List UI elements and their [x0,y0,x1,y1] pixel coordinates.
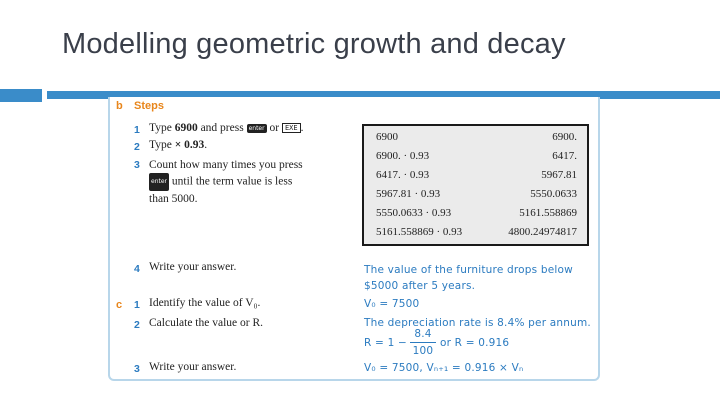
title-rule-block [0,89,42,102]
calc-input: 6417. · 0.93 [376,169,430,181]
step-1-or: or [269,122,280,134]
step-number: 3 [134,159,140,171]
calc-result: 6900. [552,131,577,143]
step-3-text [149,157,303,207]
step-number: 1 [134,299,140,311]
step-3-line2: until the term value is less [171,175,293,188]
v0-value: V₀ = 7500 [364,298,420,310]
enter-key-icon: enter [149,173,169,191]
step-2-pre: Type [149,139,175,151]
calculator-row [372,207,579,225]
calc-input: 5161.558869 · 0.93 [376,226,463,238]
answer-b-line2: $5000 after 5 years. [364,280,476,292]
calc-result: 5550.0633 [530,188,577,200]
r-fraction-numerator: 8.4 [414,328,432,340]
steps-heading: Steps [134,100,164,112]
c-step-1-text: Identify the value of V₀. [149,297,261,309]
exe-key-icon: EXE [282,123,301,133]
r-fraction-denominator: 100 [412,345,434,357]
step-1-bold: 6900 [174,122,198,134]
calc-result: 4800.24974817 [508,226,577,238]
calc-result: 6417. [552,150,577,162]
step-2-post: . [204,139,208,151]
recurrence-relation: V₀ = 7500, Vₙ₊₁ = 0.916 × Vₙ [364,362,524,374]
answer-b-line1: The value of the furniture drops below [364,264,573,276]
calc-input: 5967.81 · 0.93 [376,188,441,200]
step-number: 3 [134,363,140,375]
step-number: 2 [134,319,140,331]
enter-key-icon: enter [248,124,265,132]
step-number: 4 [134,263,140,275]
calculator-row [372,169,579,187]
calc-result: 5967.81 [541,169,577,181]
part-c-letter: c [116,299,123,311]
calculator-row [372,131,579,149]
c-step-2-text: Calculate the value or R. [149,317,264,329]
step-2-text [149,139,207,151]
calc-input: 6900. · 0.93 [376,150,430,162]
calculator-screen [362,124,589,246]
calc-input: 6900 [376,131,398,143]
step-1-text [149,122,303,134]
calculator-row [372,150,579,168]
step-number: 1 [134,124,140,136]
calculator-row [372,226,579,244]
calculator-row [372,188,579,206]
step-1-end: . [300,122,304,134]
step-1-post: and press [197,122,244,134]
step-3-line3: than 5000. [149,193,198,205]
depreciation-rate: The depreciation rate is 8.4% per annum. [364,317,591,329]
r-formula-lhs: R = 1 − [364,337,407,349]
fraction-bar [410,342,436,343]
c-step-3-text: Write your answer. [149,361,237,373]
step-2-bold: × 0.93 [174,139,205,151]
answer-b [364,262,573,294]
slide-title: Modelling geometric growth and decay [62,28,566,60]
r-formula-rhs: or R = 0.916 [440,337,510,349]
part-b-letter: b [116,100,123,112]
calc-input: 5550.0633 · 0.93 [376,207,452,219]
step-number: 2 [134,141,140,153]
step-1-pre: Type [149,122,175,134]
step-3-line1: Count how many times you press [149,159,303,171]
step-4-text: Write your answer. [149,261,237,273]
calc-result: 5161.558869 [519,207,577,219]
